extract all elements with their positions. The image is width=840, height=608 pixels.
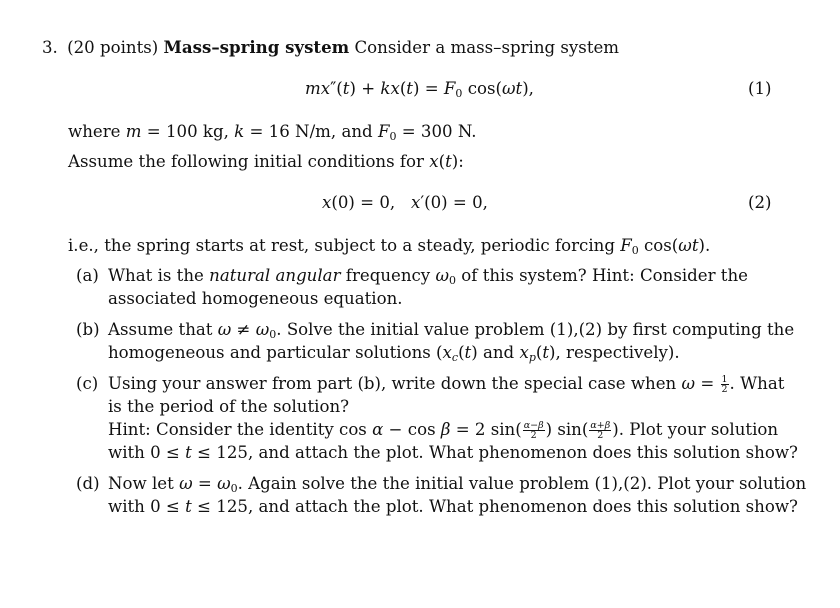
part-d-label: (d) — [76, 474, 100, 493]
part-c-line3: Hint: Consider the identity cos α − cos β = 2 sin( $\frac{\alpha-\beta}{2}$ ) sin( $\frac{\alpha+\beta}{2}$ ). Plot your solution — [108, 419, 779, 441]
part-b-label: (b) — [76, 320, 100, 339]
equation-1-number: (1) — [748, 79, 772, 98]
equation-2: x(0) = 0, x′(0) = 0, — [322, 193, 488, 212]
parameters-line: where m = 100 kg, k = 16 N/m, and $F_0 = 300$ N. — [68, 122, 477, 143]
part-b-line2: homogeneous and particular solutions ($x_c(t)$ and $x_p(t)$, respectively). — [108, 343, 680, 364]
part-c-line2: is the period of the solution? — [108, 397, 350, 416]
problem-heading — [42, 38, 619, 58]
equation-1: $mx''(t) + kx(t) = F_0$ cos(ωt), — [305, 79, 534, 100]
part-a-line2: associated homogeneous equation. — [108, 289, 403, 308]
part-c-line4: with 0 ≤ t ≤ 125, and attach the plot. What phenomenon does this solution show? — [108, 443, 798, 462]
equation-2-number: (2) — [748, 193, 772, 212]
ie-line: i.e., the spring starts at rest, subject to a steady, periodic forcing $F_0$ cos(ωt). — [68, 236, 711, 257]
force-amplitude-value: 300 N. — [420, 122, 477, 141]
part-a-label: (a) — [76, 266, 99, 285]
problem-title: Mass–spring system — [163, 37, 350, 57]
assume-line: Assume the following initial conditions for x(t): — [68, 152, 464, 171]
problem-number: 3. — [42, 38, 58, 57]
part-d-line2: with 0 ≤ t ≤ 125, and attach the plot. What phenomenon does this solution show? — [108, 497, 798, 516]
spring-constant-value: 16 N/m, — [268, 122, 337, 141]
part-c-label: (c) — [76, 374, 99, 393]
problem-intro: Consider a mass–spring system — [354, 38, 620, 57]
mass-value: 100 kg, — [165, 122, 229, 141]
problem-points: (20 points) — [67, 38, 159, 57]
